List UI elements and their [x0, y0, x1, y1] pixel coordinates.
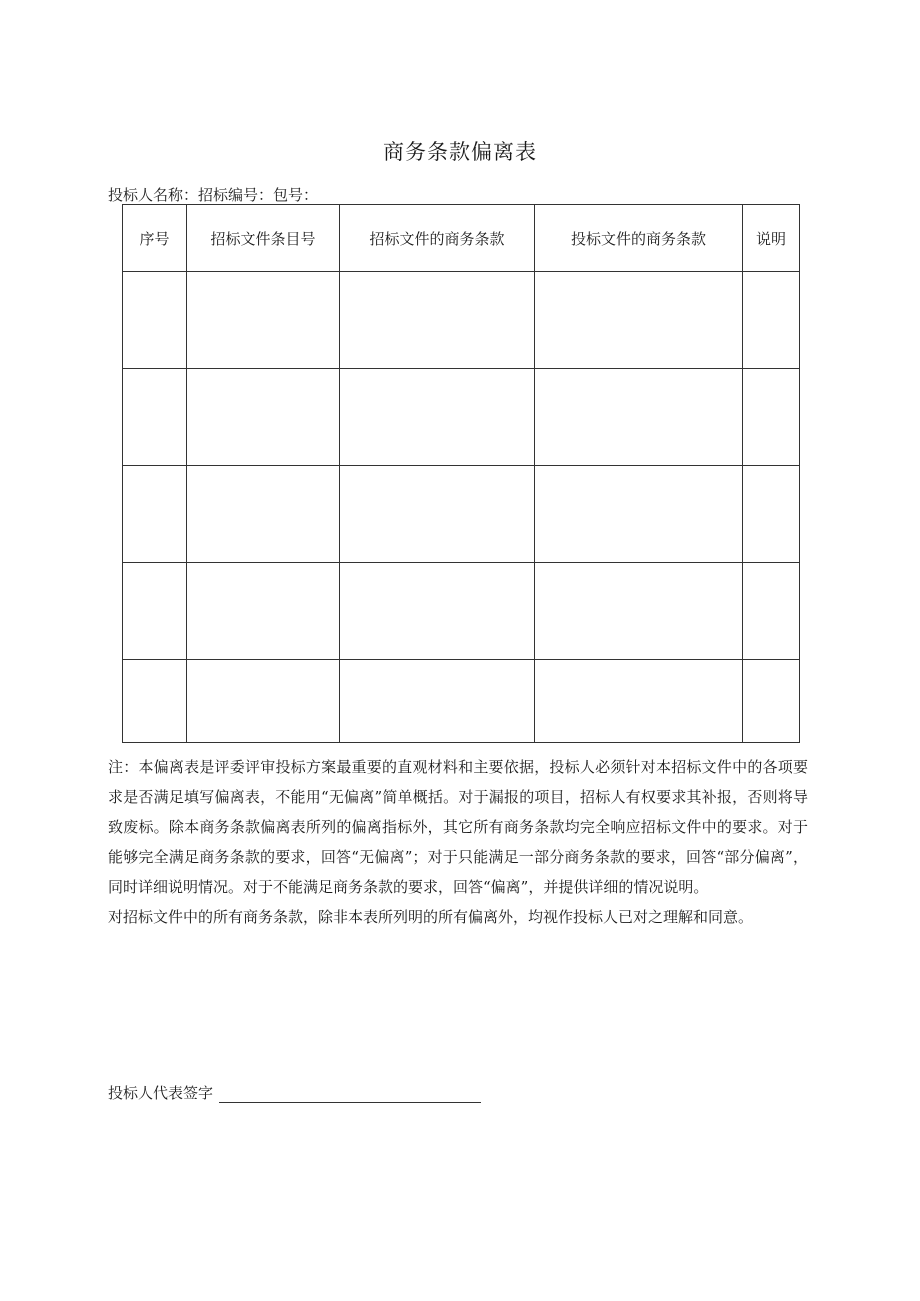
table-cell[interactable]	[743, 660, 800, 743]
header-remarks: 说明	[743, 205, 800, 272]
table-cell[interactable]	[340, 466, 535, 563]
table-cell[interactable]	[535, 369, 743, 466]
table-row	[123, 369, 800, 466]
document-title: 商务条款偏离表	[383, 140, 537, 164]
table-cell[interactable]	[123, 466, 187, 563]
header-tender-item-no: 招标文件条目号	[187, 205, 340, 272]
table-cell[interactable]	[187, 660, 340, 743]
table-cell[interactable]	[535, 272, 743, 369]
table-cell[interactable]	[187, 272, 340, 369]
table-cell[interactable]	[187, 466, 340, 563]
header-bid-terms: 投标文件的商务条款	[535, 205, 743, 272]
table-cell[interactable]	[535, 466, 743, 563]
table-cell[interactable]	[743, 272, 800, 369]
table-cell[interactable]	[340, 660, 535, 743]
header-tender-terms: 招标文件的商务条款	[340, 205, 535, 272]
table-row	[123, 272, 800, 369]
table-cell[interactable]	[743, 369, 800, 466]
note-paragraph: 注：本偏离表是评委评审投标方案最重要的直观材料和主要依据，投标人必须针对本招标文件中的各项要求是否满足填写偏离表，不能用“无偏离”简单概括。对于漏报的项目，招标人有权要求其补报，否则将导致废标。除本商务条款偏离表所列的偏离指标外，其它所有商务条款均完全响应招标文件中的要求。对于能够完全满足商务条款的要求，回答“无偏离”；对于只能满足一部分商务条款的要求，回答“部分偏离”，同时详细说明情况。对于不能满足商务条款的要求，回答“偏离”，并提供详细的情况说明。	[108, 758, 808, 896]
signature-label: 投标人代表签字	[108, 1084, 214, 1102]
deviation-table	[122, 204, 800, 743]
table-cell[interactable]	[535, 563, 743, 660]
table-row	[123, 563, 800, 660]
table-row	[123, 466, 800, 563]
table-row	[123, 660, 800, 743]
table-cell[interactable]	[123, 272, 187, 369]
table-cell[interactable]	[743, 563, 800, 660]
table-cell[interactable]	[123, 563, 187, 660]
signature-block	[108, 1082, 481, 1103]
table-cell[interactable]	[187, 369, 340, 466]
table-cell[interactable]	[123, 660, 187, 743]
table-header-row	[123, 205, 800, 272]
header-serial-no: 序号	[123, 205, 187, 272]
table-cell[interactable]	[340, 369, 535, 466]
table-cell[interactable]	[535, 660, 743, 743]
table-cell[interactable]	[123, 369, 187, 466]
bidder-info-line: 投标人名称：招标编号：包号：	[108, 186, 319, 204]
notes-section	[108, 752, 808, 932]
note-paragraph: 对招标文件中的所有商务条款，除非本表所列明的所有偏离外，均视作投标人已对之理解和同意。	[108, 908, 754, 926]
table-cell[interactable]	[743, 466, 800, 563]
table-cell[interactable]	[340, 272, 535, 369]
signature-line[interactable]	[219, 1086, 481, 1103]
table-cell[interactable]	[340, 563, 535, 660]
table-cell[interactable]	[187, 563, 340, 660]
